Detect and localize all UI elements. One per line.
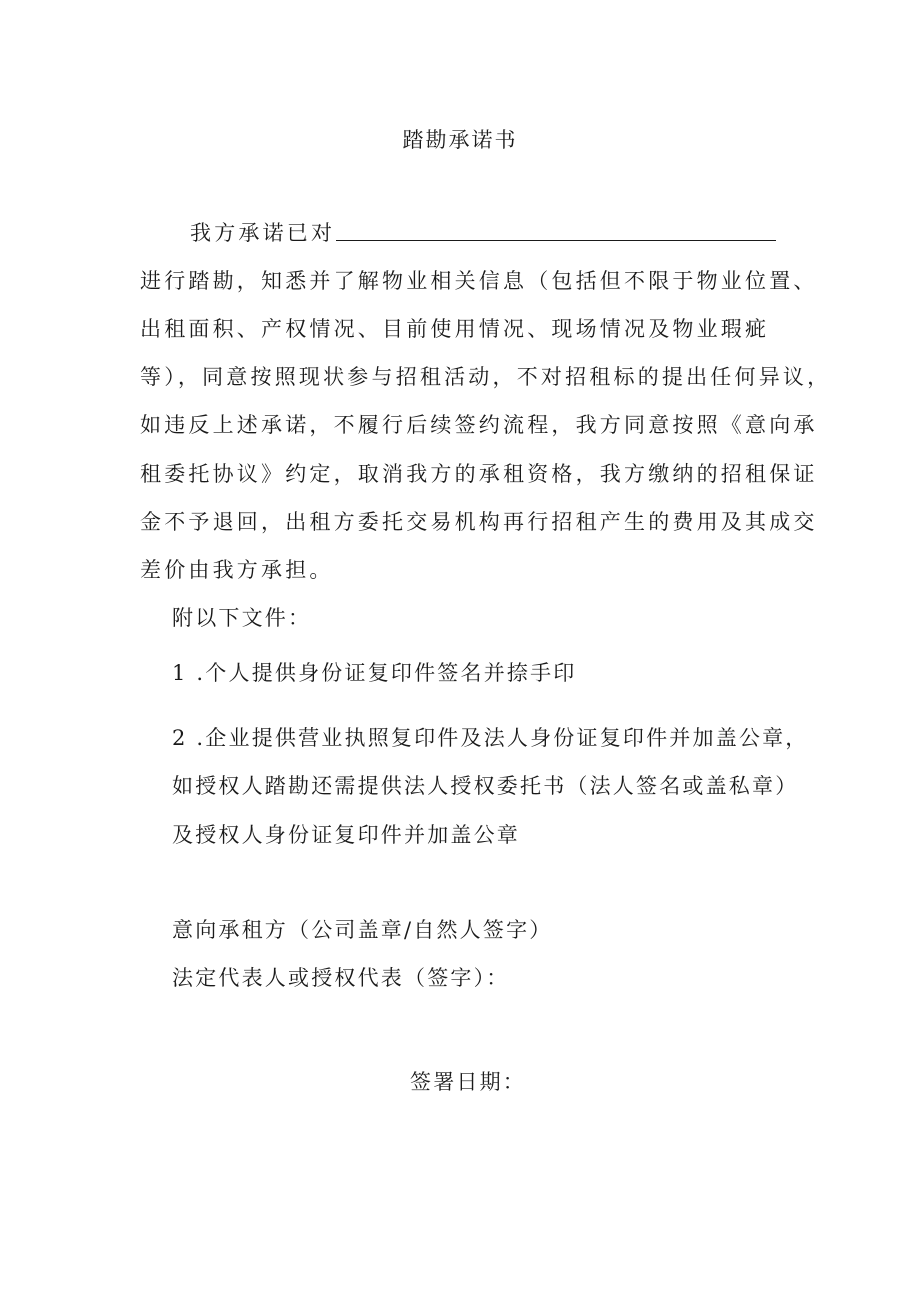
attachment-item-2-line-3: 及授权人身份证复印件并加盖公章 xyxy=(172,823,520,847)
commitment-line-5: 租委托协议》约定，取消我方的承租资格，我方缴纳的招租保证 xyxy=(140,462,818,486)
commitment-line-2: 出租面积、产权情况、目前使用情况、现场情况及物业瑕疵 xyxy=(140,317,770,341)
commitment-line-7: 差价由我方承担。 xyxy=(140,558,334,582)
commitment-lead: 我方承诺已对 xyxy=(190,221,336,245)
commitment-line-4: 如违反上述承诺，不履行后续签约流程，我方同意按照《意向承 xyxy=(140,413,818,437)
document-title: 踏勘承诺书 xyxy=(402,128,518,152)
signing-date-label: 签署日期： xyxy=(410,1070,526,1094)
commitment-line-6: 金不予退回，出租方委托交易机构再行招租产生的费用及其成交 xyxy=(140,510,818,534)
commitment-line-3: 等），同意按照现状参与招租活动，不对招租标的提出任何异议， xyxy=(140,365,832,389)
commitment-line-1: 进行踏勘，知悉并了解物业相关信息（包括但不限于物业位置、 xyxy=(140,269,818,293)
attachment-item-2-line-1: 2 .企业提供营业执照复印件及法人身份证复印件并加盖公章， xyxy=(172,726,809,750)
attachment-item-2-line-2: 如授权人踏勘还需提供法人授权委托书（法人签名或盖私章） xyxy=(172,774,799,798)
lessee-signature-label: 意向承租方（公司盖章/自然人签字） xyxy=(172,918,553,942)
property-blank-line xyxy=(336,240,776,241)
attachments-heading: 附以下文件： xyxy=(172,606,312,630)
representative-signature-label: 法定代表人或授权代表（签字）： xyxy=(172,966,510,990)
attachment-item-1: 1 .个人提供身份证复印件签名并捺手印 xyxy=(172,661,577,685)
